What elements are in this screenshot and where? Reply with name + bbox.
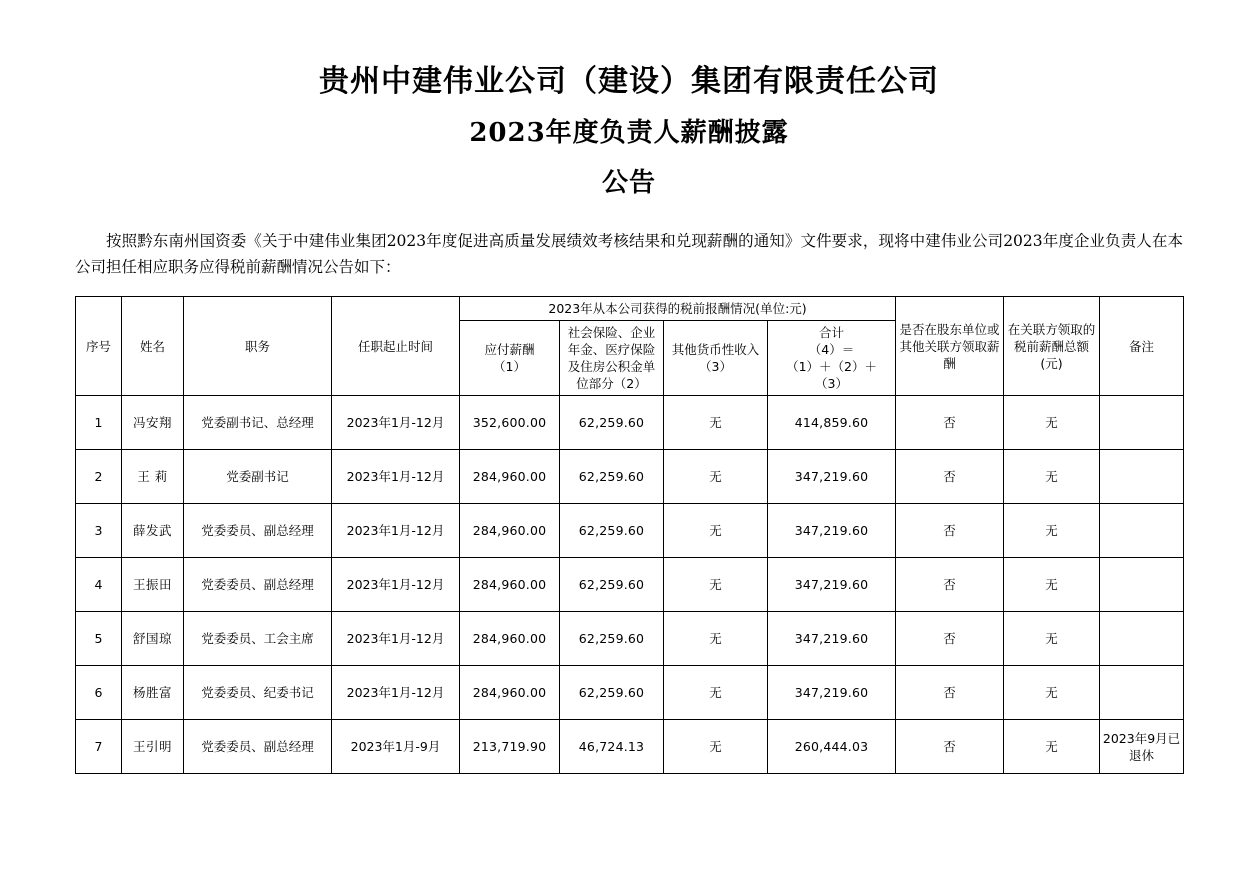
cell-payable-salary: 284,960.00 [460, 504, 560, 558]
cell-payable-salary: 213,719.90 [460, 720, 560, 774]
cell-name: 杨胜富 [122, 666, 184, 720]
header-payable-salary [460, 321, 560, 396]
cell-seq: 1 [76, 396, 122, 450]
cell-remark: 2023年9月已退休 [1100, 720, 1184, 774]
cell-payable-salary: 284,960.00 [460, 450, 560, 504]
cell-other-income: 无 [664, 666, 768, 720]
compensation-table [75, 296, 1184, 774]
cell-insurance: 62,259.60 [560, 450, 664, 504]
cell-other-income: 无 [664, 720, 768, 774]
cell-post: 党委委员、工会主席 [184, 612, 332, 666]
table-body [76, 396, 1184, 774]
page-title: 贵州中建伟业公司（建设）集团有限责任公司 [319, 64, 939, 99]
header-name: 姓名 [122, 297, 184, 396]
cell-period: 2023年1月-12月 [332, 450, 460, 504]
table-row [76, 612, 1184, 666]
cell-related-party-pay: 无 [1004, 558, 1100, 612]
table-row [76, 504, 1184, 558]
cell-remark [1100, 396, 1184, 450]
cell-shareholder-pay: 否 [896, 720, 1004, 774]
cell-name: 王 莉 [122, 450, 184, 504]
cell-total: 414,859.60 [768, 396, 896, 450]
table-row [76, 558, 1184, 612]
cell-remark [1100, 450, 1184, 504]
header-related-party-pay: 在关联方领取的税前薪酬总额(元) [1004, 297, 1100, 396]
cell-remark [1100, 666, 1184, 720]
cell-insurance: 62,259.60 [560, 396, 664, 450]
cell-total: 347,219.60 [768, 504, 896, 558]
cell-name: 薛发武 [122, 504, 184, 558]
cell-remark [1100, 504, 1184, 558]
cell-insurance: 62,259.60 [560, 666, 664, 720]
header-seq: 序号 [76, 297, 122, 396]
cell-payable-salary: 284,960.00 [460, 666, 560, 720]
cell-name: 冯安翔 [122, 396, 184, 450]
cell-seq: 4 [76, 558, 122, 612]
cell-name: 王振田 [122, 558, 184, 612]
cell-name: 王引明 [122, 720, 184, 774]
header-post: 职务 [184, 297, 332, 396]
header-other-income: 其他货币性收入 （3） [664, 321, 768, 396]
header-insurance: 社会保险、企业年金、医疗保险及住房公积金单位部分（2） [560, 321, 664, 396]
cell-related-party-pay: 无 [1004, 720, 1100, 774]
cell-period: 2023年1月-12月 [332, 612, 460, 666]
cell-insurance: 62,259.60 [560, 558, 664, 612]
cell-insurance: 46,724.13 [560, 720, 664, 774]
cell-period: 2023年1月-12月 [332, 666, 460, 720]
cell-seq: 3 [76, 504, 122, 558]
header-remark: 备注 [1100, 297, 1184, 396]
cell-remark [1100, 612, 1184, 666]
table-row [76, 396, 1184, 450]
cell-period: 2023年1月-9月 [332, 720, 460, 774]
cell-post: 党委委员、副总经理 [184, 504, 332, 558]
cell-period: 2023年1月-12月 [332, 396, 460, 450]
cell-shareholder-pay: 否 [896, 504, 1004, 558]
cell-insurance: 62,259.60 [560, 504, 664, 558]
cell-post: 党委副书记、总经理 [184, 396, 332, 450]
cell-other-income: 无 [664, 612, 768, 666]
header-shareholder-pay: 是否在股东单位或其他关联方领取薪酬 [896, 297, 1004, 396]
cell-shareholder-pay: 否 [896, 450, 1004, 504]
cell-shareholder-pay: 否 [896, 612, 1004, 666]
cell-seq: 6 [76, 666, 122, 720]
cell-seq: 5 [76, 612, 122, 666]
cell-related-party-pay: 无 [1004, 504, 1100, 558]
cell-period: 2023年1月-12月 [332, 504, 460, 558]
cell-total: 347,219.60 [768, 558, 896, 612]
cell-insurance: 62,259.60 [560, 612, 664, 666]
table-row [76, 720, 1184, 774]
cell-total: 347,219.60 [768, 666, 896, 720]
table-row [76, 450, 1184, 504]
header-period: 任职起止时间 [332, 297, 460, 396]
cell-other-income: 无 [664, 396, 768, 450]
cell-related-party-pay: 无 [1004, 396, 1100, 450]
header-payable-salary-line1: 应付薪酬 [484, 342, 535, 357]
cell-related-party-pay: 无 [1004, 666, 1100, 720]
cell-total: 347,219.60 [768, 450, 896, 504]
cell-shareholder-pay: 否 [896, 666, 1004, 720]
cell-name: 舒国琼 [122, 612, 184, 666]
document-title-block [75, 0, 1183, 202]
cell-related-party-pay: 无 [1004, 612, 1100, 666]
cell-other-income: 无 [664, 558, 768, 612]
cell-shareholder-pay: 否 [896, 396, 1004, 450]
header-pretax-group: 2023年从本公司获得的税前报酬情况(单位:元) [460, 297, 896, 321]
header-total [768, 321, 896, 396]
cell-post: 党委委员、纪委书记 [184, 666, 332, 720]
cell-post: 党委副书记 [184, 450, 332, 504]
cell-total: 260,444.03 [768, 720, 896, 774]
header-total-line1: 合计 [819, 325, 845, 340]
page-subtitle: 2023年度负责人薪酬披露 [469, 118, 789, 148]
cell-shareholder-pay: 否 [896, 558, 1004, 612]
header-total-line4: （3） [815, 376, 848, 391]
cell-post: 党委委员、副总经理 [184, 558, 332, 612]
cell-payable-salary: 284,960.00 [460, 558, 560, 612]
cell-total: 347,219.60 [768, 612, 896, 666]
intro-paragraph: 按照黔东南州国资委《关于中建伟业集团2023年度促进高质量发展绩效考核结果和兑现薪酬的通知》文件要求，现将中建伟业公司2023年度企业负责人在本公司担任相应职务应得税前薪酬情况公告如下： [75, 232, 1183, 276]
cell-post: 党委委员、副总经理 [184, 720, 332, 774]
cell-seq: 2 [76, 450, 122, 504]
cell-related-party-pay: 无 [1004, 450, 1100, 504]
table-header [76, 297, 1184, 396]
page-subtitle-secondary: 公告 [601, 168, 656, 198]
cell-other-income: 无 [664, 450, 768, 504]
header-total-line3: （1）＋（2）＋ [786, 359, 877, 374]
cell-remark [1100, 558, 1184, 612]
cell-payable-salary: 284,960.00 [460, 612, 560, 666]
header-total-line2: （4）＝ [808, 342, 855, 357]
cell-seq: 7 [76, 720, 122, 774]
table-header-row-1 [76, 297, 1184, 321]
cell-other-income: 无 [664, 504, 768, 558]
header-payable-salary-line2: （1） [493, 359, 526, 374]
table-row [76, 666, 1184, 720]
cell-period: 2023年1月-12月 [332, 558, 460, 612]
cell-payable-salary: 352,600.00 [460, 396, 560, 450]
